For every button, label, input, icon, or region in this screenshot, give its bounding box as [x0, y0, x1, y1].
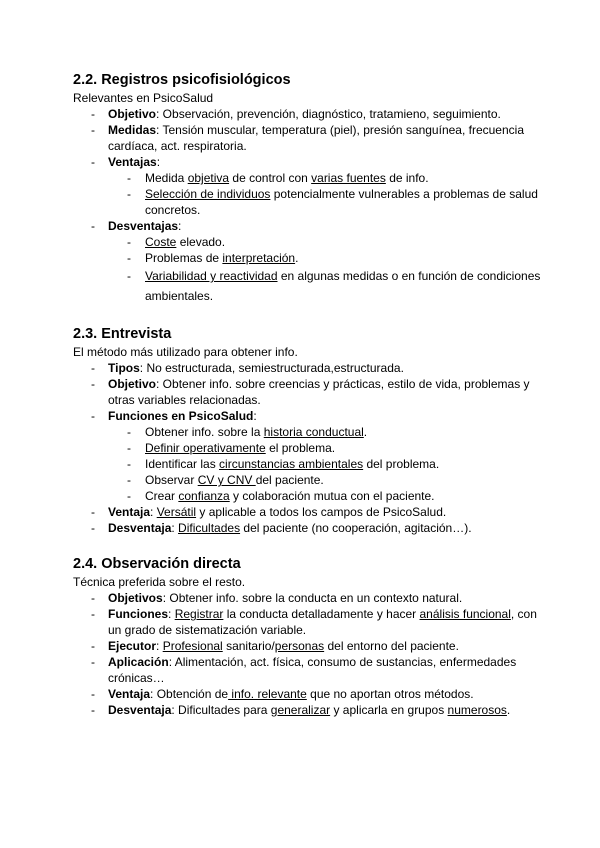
section-entrevista [73, 324, 543, 536]
section-registros [73, 70, 543, 306]
item-text: : Obtener info. sobre la conducta en un contexto natural. [162, 591, 463, 605]
sub-item: - Problemas de interpretación. [145, 250, 543, 266]
sub-item: - Medida objetiva de control con varias fuentes de info. [145, 170, 543, 186]
list-item-ejecutor: - Ejecutor: Profesional sanitario/personas del entorno del paciente. [108, 638, 543, 654]
list-item-ventaja: - Ventaja: Obtención de info. relevante que no aportan otros métodos. [108, 686, 543, 702]
section-title: 2.2. Registros psicofisiológicos [73, 72, 291, 88]
section-title: 2.4. Observación directa [73, 556, 241, 572]
list-item-desventaja: - Desventaja: Dificultades del paciente (no cooperación, agitación…). [108, 520, 543, 536]
item-text: : No estructurada, semiestructurada,estructurada. [139, 361, 404, 375]
list-item-objetivos [108, 590, 543, 606]
item-label: Funciones en PsicoSalud [108, 409, 254, 423]
item-label: Ventajas [108, 155, 157, 169]
sub-list [108, 424, 543, 504]
list-item-funciones: - Funciones: Registrar la conducta detalladamente y hacer análisis funcional, con un grado de sistematización variable. [108, 606, 543, 638]
item-label: Objetivo [108, 377, 157, 391]
section-list [73, 360, 543, 536]
item-label: Funciones [108, 607, 169, 621]
item-label: Ventaja [108, 687, 151, 701]
list-item-objetivo [108, 376, 543, 408]
sub-item: - Coste elevado. [145, 234, 543, 250]
item-text: : Alimentación, act. física, consumo de sustancias, enfermedades crónicas… [108, 655, 517, 685]
list-item-ventaja: - Ventaja: Versátil y aplicable a todos los campos de PsicoSalud. [108, 504, 543, 520]
section-intro: El método más utilizado para obtener info. [73, 345, 298, 359]
section-intro: Relevantes en PsicoSalud [73, 91, 214, 105]
item-label: Tipos [108, 361, 140, 375]
document-page [73, 70, 543, 718]
list-item-objetivo [108, 106, 543, 122]
list-item-funciones: - Funciones en PsicoSalud: - Obtener info. sobre la historia conductual. - Definir operativamente el problema. - Identificar las circunstancias ambientales del problema. - Observar CV y CNV del paciente. - Crear confianza y colaboración mutua con el paciente. [108, 408, 543, 504]
list-item-aplicacion [108, 654, 543, 686]
list-item-tipos [108, 360, 543, 376]
list-item-desventajas: - Desventajas: - Coste elevado. - Problemas de interpretación. - Variabilidad y reactividad en algunas medidas o en función de condiciones ambientales. [108, 218, 543, 306]
item-label: Objetivos [108, 591, 163, 605]
section-list [73, 590, 543, 718]
item-label: Aplicación [108, 655, 169, 669]
item-label: Ejecutor [108, 639, 157, 653]
section-intro: Técnica preferida sobre el resto. [73, 575, 246, 589]
item-label: Ventaja [108, 505, 151, 519]
item-label: Medidas [108, 123, 157, 137]
sub-item: - Definir operativamente el problema. [145, 440, 543, 456]
sub-list [108, 234, 543, 306]
item-label: Objetivo [108, 107, 157, 121]
item-label: Desventaja [108, 521, 172, 535]
section-observacion [73, 554, 543, 718]
section-title: 2.3. Entrevista [73, 326, 172, 342]
item-text: : Observación, prevención, diagnóstico, tratamieno, seguimiento. [156, 107, 501, 121]
sub-item: - Identificar las circunstancias ambientales del problema. [145, 456, 543, 472]
sub-item: - Selección de individuos potencialmente vulnerables a problemas de salud concretos. [145, 186, 543, 218]
item-text: : Obtener info. sobre creencias y prácticas, estilo de vida, problemas y otras variables relacionadas. [108, 377, 530, 407]
item-text: : Tensión muscular, temperatura (piel), presión sanguínea, frecuencia cardíaca, act. respiratoria. [108, 123, 524, 153]
sub-item: - Variabilidad y reactividad en algunas medidas o en función de condiciones ambientales. [145, 266, 543, 306]
list-item-desventaja: - Desventaja: Dificultades para generalizar y aplicarla en grupos numerosos. [108, 702, 543, 718]
sub-item: - Obtener info. sobre la historia conductual. [145, 424, 543, 440]
sub-item: - Observar CV y CNV del paciente. [145, 472, 543, 488]
list-item-ventajas: - Ventajas: - Medida objetiva de control con varias fuentes de info. - Selección de individuos potencialmente vulnerables a problemas de salud concretos. [108, 154, 543, 218]
item-label: Desventajas [108, 219, 179, 233]
item-label: Desventaja [108, 703, 172, 717]
sub-list [108, 170, 543, 218]
section-list [73, 106, 543, 306]
list-item-medidas [108, 122, 543, 154]
sub-item: - Crear confianza y colaboración mutua con el paciente. [145, 488, 543, 504]
